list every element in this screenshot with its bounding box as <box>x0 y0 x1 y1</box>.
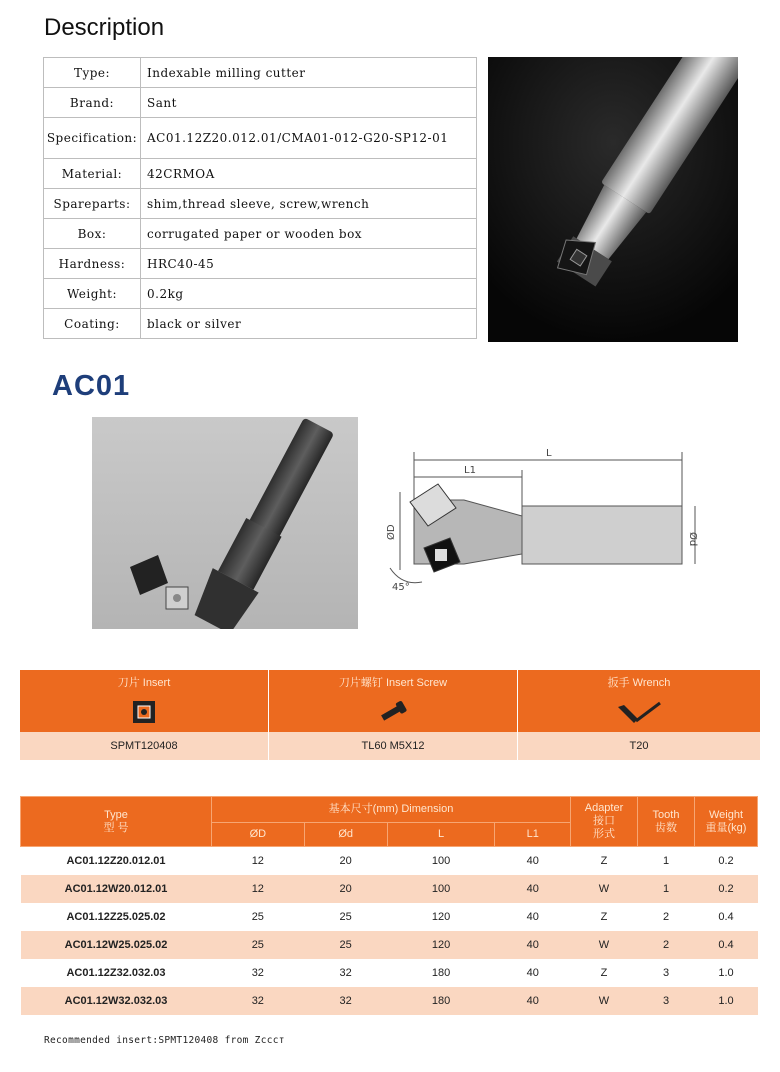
adapter-cell: W <box>571 987 638 1015</box>
type-cell: AC01.12Z20.012.01 <box>66 855 166 867</box>
technical-drawing <box>372 440 702 600</box>
weight-cell: 0.4 <box>718 911 734 923</box>
spec-value: Sant <box>141 88 477 118</box>
type-header <box>21 797 212 847</box>
adapter-cell: Z <box>600 911 608 923</box>
wrench-header: 扳手 Wrench <box>518 670 761 694</box>
L1-cell: 40 <box>495 875 571 903</box>
adapter-header-en: Adapter <box>584 802 624 814</box>
L-cell: 180 <box>431 967 451 979</box>
spec-row <box>44 249 477 279</box>
D-cell: 32 <box>251 967 264 979</box>
D-cell: 12 <box>212 875 305 903</box>
adapter-cell: W <box>571 875 638 903</box>
wrench-icon <box>518 694 761 732</box>
wrench-value: T20 <box>518 732 761 760</box>
spec-label: Brand: <box>44 88 141 118</box>
weight-cell: 1.0 <box>695 987 758 1015</box>
spec-row <box>44 88 477 118</box>
weight-cell: 1.0 <box>718 967 734 979</box>
weight-header-cn: 重量(kg) <box>705 821 747 834</box>
type-header-en: Type <box>104 808 128 821</box>
spec-table <box>43 57 477 339</box>
insert-icon <box>20 694 269 732</box>
weight-header <box>695 797 758 847</box>
table-row <box>21 987 758 1015</box>
product-photo <box>488 57 738 342</box>
L-cell: 100 <box>431 855 451 867</box>
col-header-d: Ød <box>304 823 387 847</box>
type-cell: AC01.12Z25.025.02 <box>66 911 166 923</box>
spec-value: HRC40-45 <box>141 249 477 279</box>
dimension-table <box>20 796 758 1015</box>
L1-cell: 40 <box>495 931 571 959</box>
tooth-cell: 3 <box>638 987 695 1015</box>
weight-cell: 0.2 <box>695 875 758 903</box>
insert-header: 刀片 Insert <box>20 670 269 694</box>
L-cell: 120 <box>431 911 451 923</box>
spec-label: Weight: <box>44 279 141 309</box>
spec-value: Indexable milling cutter <box>141 58 477 88</box>
L-cell: 120 <box>387 931 495 959</box>
spec-row <box>44 58 477 88</box>
angle-label: 45° <box>392 582 410 593</box>
D-cell: 12 <box>251 855 264 867</box>
adapter-header-cn2: 形式 <box>593 828 615 840</box>
spec-value: shim,thread sleeve, screw,wrench <box>141 189 477 219</box>
tooth-cell: 2 <box>638 931 695 959</box>
spec-value: AC01.12Z20.012.01/CMA01-012-G20-SP12-01 <box>141 118 477 159</box>
D-cell: 25 <box>251 911 264 923</box>
dimension-header: 基本尺寸(mm) Dimension <box>212 797 571 823</box>
table-row <box>21 847 758 876</box>
spec-label: Specification: <box>44 118 141 159</box>
spec-row <box>44 279 477 309</box>
screw-value: TL60 M5X12 <box>269 732 518 760</box>
D-cell: 25 <box>212 931 305 959</box>
weight-cell: 0.2 <box>718 855 734 867</box>
tooth-cell: 1 <box>662 855 670 867</box>
diameter-d-label: ØD <box>386 524 397 540</box>
length-label: L <box>546 448 552 459</box>
adapter-cell: W <box>571 931 638 959</box>
d-cell: 25 <box>339 911 352 923</box>
spec-value: corrugated paper or wooden box <box>141 219 477 249</box>
spec-value: black or silver <box>141 309 477 339</box>
adapter-cell: Z <box>600 855 608 867</box>
spec-label: Material: <box>44 159 141 189</box>
type-cell: AC01.12W20.012.01 <box>21 875 212 903</box>
type-cell: AC01.12W25.025.02 <box>21 931 212 959</box>
table-row <box>21 903 758 931</box>
L1-cell: 40 <box>495 987 571 1015</box>
L1-cell: 40 <box>526 855 539 867</box>
table-row <box>21 959 758 987</box>
spec-label: Box: <box>44 219 141 249</box>
d-cell: 20 <box>339 855 352 867</box>
spec-label: Coating: <box>44 309 141 339</box>
tooth-header-en: Tooth <box>652 808 680 821</box>
L-cell: 180 <box>387 987 495 1015</box>
type-cell: AC01.12Z32.032.03 <box>66 967 166 979</box>
spec-row <box>44 309 477 339</box>
spec-label: Spareparts: <box>44 189 141 219</box>
col-header-L1: L1 <box>495 823 571 847</box>
insert-value: SPMT120408 <box>20 732 269 760</box>
tooth-header <box>638 797 695 847</box>
col-header-D: ØD <box>212 823 305 847</box>
spec-value: 42CRMOA <box>141 159 477 189</box>
tooth-cell: 1 <box>638 875 695 903</box>
d-cell: 25 <box>304 931 387 959</box>
tooth-cell: 2 <box>662 911 670 923</box>
L1-cell: 40 <box>526 911 539 923</box>
L-cell: 100 <box>387 875 495 903</box>
type-cell: AC01.12W32.032.03 <box>21 987 212 1015</box>
spec-label: Hardness: <box>44 249 141 279</box>
spec-row <box>44 118 477 159</box>
col-header-L: L <box>387 823 495 847</box>
tool-render <box>92 417 358 629</box>
D-cell: 32 <box>212 987 305 1015</box>
page-title: Description <box>44 14 165 41</box>
weight-header-en: Weight <box>708 808 744 821</box>
table-row <box>21 875 758 903</box>
spec-value: 0.2kg <box>141 279 477 309</box>
screw-icon <box>269 694 518 732</box>
tooth-header-cn: 齿数 <box>655 821 677 834</box>
d-cell: 32 <box>339 967 352 979</box>
adapter-header <box>571 797 638 847</box>
footer-note: Recommended insert:SPMT120408 from Zcccт <box>44 1035 285 1046</box>
spec-row <box>44 189 477 219</box>
diameter-small-d-label: Ød <box>687 532 698 547</box>
table-row <box>21 931 758 959</box>
screw-header: 刀片螺钉 Insert Screw <box>269 670 518 694</box>
tooth-cell: 3 <box>662 967 670 979</box>
d-cell: 20 <box>304 875 387 903</box>
L1-cell: 40 <box>526 967 539 979</box>
spec-row <box>44 219 477 249</box>
spec-label: Type: <box>44 58 141 88</box>
l1-label: L1 <box>464 465 476 476</box>
adapter-header-cn1: 接口 <box>593 815 615 827</box>
spec-row <box>44 159 477 189</box>
model-name: AC01 <box>52 370 131 402</box>
adapter-cell: Z <box>600 967 608 979</box>
type-header-cn: 型 号 <box>103 821 129 834</box>
accessories-table <box>20 670 760 760</box>
weight-cell: 0.4 <box>695 931 758 959</box>
d-cell: 32 <box>304 987 387 1015</box>
